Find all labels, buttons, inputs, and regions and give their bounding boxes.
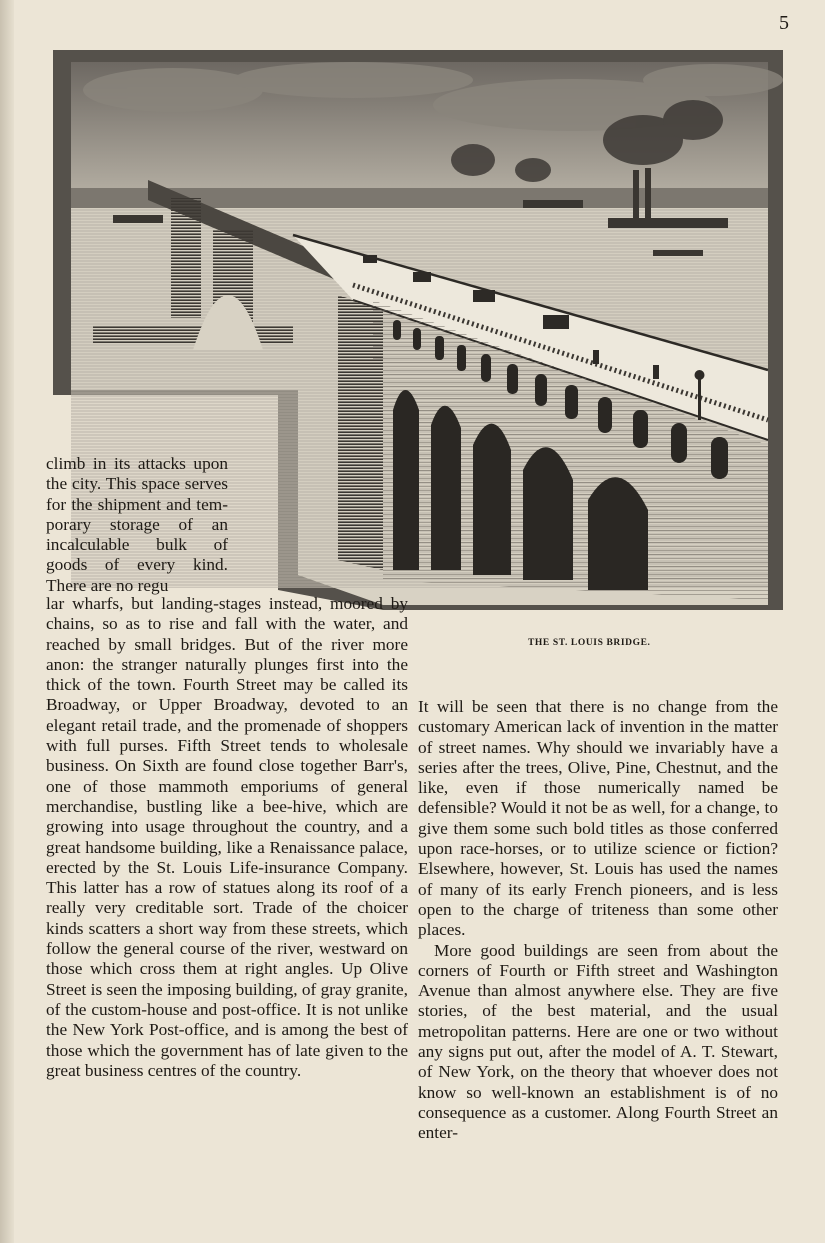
page-edge <box>0 0 14 1243</box>
left-column-narrow-text: climb in its attacks upon the city. This space serves for the shipment and temporary storage of an incalculable bulk of goods of every kind. There are no regu <box>46 454 228 595</box>
left-column-text: lar wharfs, but landing-stages instead, moored by chains, so as to rise and fall with the water, and reached by small bridges. But of the river more anon: the stranger naturally plunges first into the thick of the town. Fourth Street may be called its Broadway, or Upper Broadway, devoted to an elegant retail trade, and the promenade of shoppers with full purses. Fifth Street tends to wholesale business. On Sixth are found close together Barr's, one of those mammoth emporiums of general merchandise, bustling like a bee-hive, which are growing into usage throughout the country, and a great handsome building, like a Renaissance palace, erected by the St. Louis Life-insurance Company. This latter has a row of statues along its roof of a really very creditable sort. Trade of the choicer kinds scatters a short way from these streets, which follow the general course of the river, westward on those which cross them at right angles. Up Olive Street is seen the imposing building, of gray granite, of the custom-house and post-office. It is not unlike the New York Post-office, and is among the best of those which the government has of late given to the great business centres of the country. <box>46 594 408 1080</box>
right-column <box>418 697 778 1144</box>
figure-caption: THE ST. LOUIS BRIDGE. <box>528 638 651 648</box>
left-column-narrow <box>46 454 228 596</box>
right-column-paragraph-1: It will be seen that there is no change from the customary American lack of invention in the matter of street names. Why should we invariably have a series after the trees, Olive, Pine, Chestnut, and the like, even if those numerically named be defensible? Would it not be as well, for a change, to give them some such bold titles as those conferred upon race-horses, or to utilize science or fiction? Elsewhere, however, St. Louis has used the names of many of its early French pioneers, and is less open to the charge of triteness than some other places. <box>418 697 778 940</box>
page-number: 5 <box>779 12 789 34</box>
left-column <box>46 594 408 1081</box>
right-column-paragraph-2: More good buildings are seen from about the corners of Fourth or Fifth street and Washington Avenue than almost anywhere else. They are five stories, of the best material, and the usual metropolitan patterns. Here are one or two without any signs put out, after the model of A. T. Stewart, of New York, on the theory that whoever does not know so well-known an establishment is of no consequence as a customer. Along Fourth Street an enter- <box>418 940 778 1143</box>
